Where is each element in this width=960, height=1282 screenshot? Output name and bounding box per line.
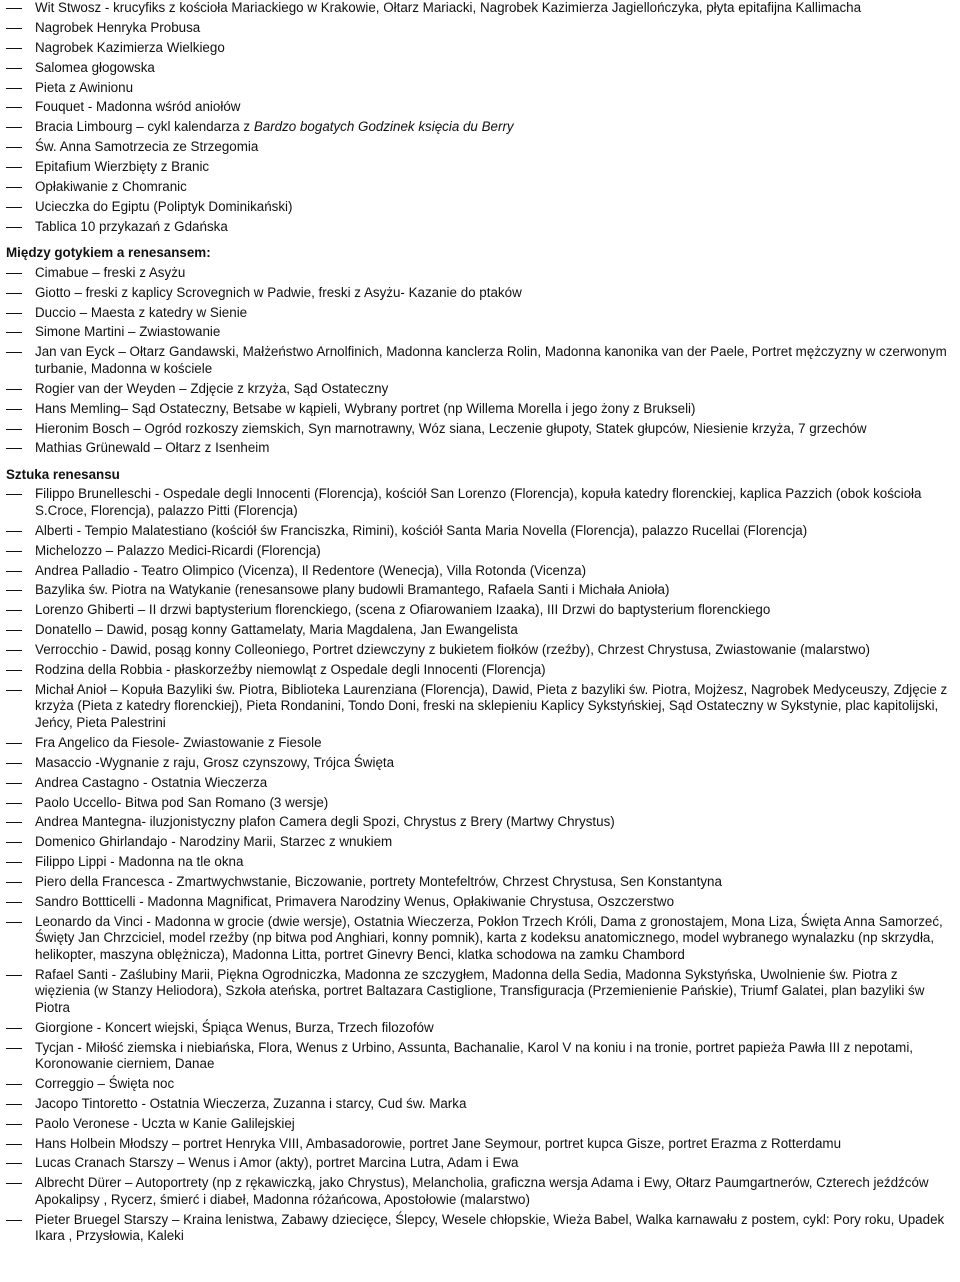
list-item-text: Sandro Bottticelli - Madonna Magnificat, Primavera Narodziny Wenus, Opłakiwanie Chrystusa, Oszczerstwo <box>35 893 675 909</box>
dash-bullet-icon <box>6 88 22 89</box>
list-item-text: Hieronim Bosch – Ogród rozkoszy ziemskich, Syn marnotrawny, Wóz siana, Leczenie głupoty, Statek głupców, Niesienie krzyża, 7 grzechów <box>35 420 867 436</box>
dash-bullet-icon <box>6 187 22 188</box>
list-item <box>6 814 960 831</box>
list-item-text: Hans Holbein Młodszy – portret Henryka VIII, Ambasadorowie, portret Jane Seymour, portret kupca Gisze, portret Erazma z Rotterdamu <box>35 1135 842 1151</box>
list-item-text: Wit Stwosz - krucyfiks z kościoła Mariackiego w Krakowie, Ołtarz Mariacki, Nagrobek Kazimierza Jagiellończyka, płyta epitafijna Kallimacha <box>35 0 862 15</box>
dash-bullet-icon <box>6 1220 22 1221</box>
list-item-text: Epitafium Wierzbięty z Branic <box>35 159 210 175</box>
list-item <box>6 1136 960 1153</box>
list-item-text: Giotto – freski z kaplicy Scrovegnich w Padwie, freski z Asyżu- Kazanie do ptaków <box>35 284 522 300</box>
list-item-text: Jan van Eyck – Ołtarz Gandawski, Małżeństwo Arnolfinich, Madonna kanclerza Rolin, Madonna kanonika van der Paele, Portret mężczyzny w czerwonym turbanie, Madonna w kościele <box>35 344 947 376</box>
dash-bullet-icon <box>6 882 22 883</box>
dash-bullet-icon <box>6 48 22 49</box>
section-between-gothic-renaissance <box>6 245 960 457</box>
list-item-text: Opłakiwanie z Chomranic <box>35 179 187 195</box>
list-item <box>6 874 960 891</box>
list-item <box>6 543 960 560</box>
list-item <box>6 305 960 322</box>
list-item <box>6 602 960 619</box>
dash-bullet-icon <box>6 862 22 863</box>
list-item <box>6 755 960 772</box>
dash-bullet-icon <box>6 803 22 804</box>
italic-title: Bardzo bogatych Godzinek księcia du Berry <box>253 119 514 135</box>
section-heading: Między gotykiem a renesansem: <box>6 245 211 261</box>
list-item <box>6 1040 960 1073</box>
dash-bullet-icon <box>6 1048 22 1049</box>
list-item <box>6 421 960 438</box>
dash-bullet-icon <box>6 783 22 784</box>
list-item <box>6 159 960 176</box>
list-item <box>6 1020 960 1037</box>
dash-bullet-icon <box>6 313 22 314</box>
list-item <box>6 914 960 964</box>
list-item-text: Salomea głogowska <box>35 59 155 75</box>
list-item-text: Rogier van der Weyden – Zdjęcie z krzyża, Sąd Ostateczny <box>35 380 389 396</box>
dash-bullet-icon <box>6 975 22 976</box>
list-item-text: Andrea Castagno - Ostatnia Wieczerza <box>35 774 268 790</box>
list-item <box>6 119 960 136</box>
list-item <box>6 401 960 418</box>
list-item <box>6 795 960 812</box>
gothic-list <box>6 0 960 235</box>
list-item-text: Paolo Veronese - Uczta w Kanie Galilejskiej <box>35 1115 295 1131</box>
list-item-text: Fouquet - Madonna wśród aniołów <box>35 99 241 115</box>
list-item-text: Alberti - Tempio Malatestiano (kościół św Franciszka, Rimini), kościół Santa Maria Novella (Florencja), palazzo Rucellai (Florencja) <box>35 522 808 538</box>
list-item <box>6 662 960 679</box>
list-item-text: Filippo Brunelleschi - Ospedale degli Innocenti (Florencja), kościół San Lorenzo (Florencja), kopuła katedry florenckiej, kaplica Pazzich (obok kościoła S.Croce, Florencja), palazzo Pitti (Florencja) <box>35 486 922 518</box>
dash-bullet-icon <box>6 902 22 903</box>
list-item <box>6 324 960 341</box>
dash-bullet-icon <box>6 1028 22 1029</box>
list-item <box>6 642 960 659</box>
list-item <box>6 622 960 639</box>
list-item-text: Ucieczka do Egiptu (Poliptyk Dominikański) <box>35 198 293 214</box>
list-item <box>6 265 960 282</box>
list-item-text: Albrecht Dürer – Autoportrety (np z rękawiczką, jako Chrystus), Melancholia, graficzna wersja Adama i Ewy, Ołtarz Paumgartnerów, Czterech jeźdźców Apokalipsy , Rycerz, śmierć i diabeł, Madonna różańcowa, Apostołowie (malarstwo) <box>35 1175 929 1207</box>
list-item-text: Tycjan - Miłość ziemska i niebiańska, Flora, Wenus z Urbino, Assunta, Bachanalie, Karol V na koniu i na tronie, portret papieża Pawła III z nepotami, Koronowanie cierniem, Danae <box>35 1039 914 1072</box>
dash-bullet-icon <box>6 8 22 9</box>
dash-bullet-icon <box>6 610 22 611</box>
list-item-text: Nagrobek Henryka Probusa <box>35 19 201 35</box>
list-item-text: Giorgione - Koncert wiejski, Śpiąca Wenus, Burza, Trzech filozofów <box>35 1019 434 1035</box>
list-item-text: Pieta z Awinionu <box>35 79 134 95</box>
dash-bullet-icon <box>6 743 22 744</box>
dash-bullet-icon <box>6 1104 22 1105</box>
list-item-text: Fra Angelico da Fiesole- Zwiastowanie z Fiesole <box>35 734 322 750</box>
between-list <box>6 265 960 457</box>
list-item <box>6 440 960 457</box>
list-item <box>6 894 960 911</box>
list-item <box>6 199 960 216</box>
list-item-text: Nagrobek Kazimierza Wielkiego <box>35 39 225 55</box>
list-item-text: Lorenzo Ghiberti – II drzwi baptysterium florenckiego, (scena z Ofiarowaniem Izaaka), III Drzwi do baptysterium florenckiego <box>35 602 771 618</box>
dash-bullet-icon <box>6 842 22 843</box>
dash-bullet-icon <box>6 1163 22 1164</box>
dash-bullet-icon <box>6 293 22 294</box>
list-item-text: Simone Martini – Zwiastowanie <box>35 324 221 340</box>
list-item-text: Rafael Santi - Zaślubiny Marii, Piękna Ogrodniczka, Madonna ze szczygłem, Madonna della Sedia, Madonna Sykstyńska, Uwolnienie św. Piotra z więzienia (w Stanzy Heliodora), Szkoła ateńska, portret Baltazara Castiglione, Transfiguracja (Przemienienie Pańskie), Triumf Galatei, plan bazyliki św Piotra <box>35 966 925 1015</box>
dash-bullet-icon <box>6 922 22 923</box>
dash-bullet-icon <box>6 822 22 823</box>
list-item <box>6 854 960 871</box>
dash-bullet-icon <box>6 763 22 764</box>
list-item <box>6 775 960 792</box>
list-item <box>6 179 960 196</box>
list-item <box>6 40 960 57</box>
list-item-text: Cimabue – freski z Asyżu <box>35 264 186 280</box>
dash-bullet-icon <box>6 650 22 651</box>
list-item <box>6 219 960 236</box>
dash-bullet-icon <box>6 494 22 495</box>
list-item <box>6 139 960 156</box>
list-item <box>6 285 960 302</box>
list-item-text: Michelozzo – Palazzo Medici-Ricardi (Florencja) <box>35 542 321 558</box>
list-item-text: Domenico Ghirlandajo - Narodziny Marii, Starzec z wnukiem <box>35 834 393 850</box>
section-heading: Sztuka renesansu <box>6 466 120 482</box>
list-item <box>6 20 960 37</box>
list-item <box>6 381 960 398</box>
list-item <box>6 80 960 97</box>
dash-bullet-icon <box>6 167 22 168</box>
section-renaissance <box>6 467 960 1245</box>
list-item-text: Paolo Uccello- Bitwa pod San Romano (3 wersje) <box>35 794 329 810</box>
list-item <box>6 1155 960 1172</box>
list-item-text: Lucas Cranach Starszy – Wenus i Amor (akty), portret Marcina Lutra, Adam i Ewa <box>35 1155 519 1171</box>
list-item-text: Bazylika św. Piotra na Watykanie (renesansowe plany budowli Bramantego, Rafaela Santi i Michała Anioła) <box>35 582 670 598</box>
dash-bullet-icon <box>6 1183 22 1184</box>
list-item-text: Rodzina della Robbia - płaskorzeźby niemowląt z Ospedale degli Innocenti (Florencja) <box>35 662 546 678</box>
list-item <box>6 60 960 77</box>
dash-bullet-icon <box>6 630 22 631</box>
dash-bullet-icon <box>6 352 22 353</box>
renaissance-list <box>6 486 960 1244</box>
list-item <box>6 1116 960 1133</box>
list-item <box>6 486 960 519</box>
list-item-text: Andrea Palladio - Teatro Olimpico (Vicenza), Il Redentore (Wenecja), Villa Rotonda (Vicenza) <box>35 562 587 578</box>
list-item <box>6 1076 960 1093</box>
list-item-text: Filippo Lippi - Madonna na tle okna <box>35 854 244 870</box>
list-item-text: Verrocchio - Dawid, posąg konny Colleoniego, Portret dziewczyny z bukietem fiołków (rzeźby), Chrzest Chrystusa, Zwiastowanie (malarstwo) <box>35 642 870 658</box>
dash-bullet-icon <box>6 332 22 333</box>
dash-bullet-icon <box>6 1124 22 1125</box>
list-item <box>6 1096 960 1113</box>
dash-bullet-icon <box>6 1084 22 1085</box>
list-item <box>6 682 960 732</box>
dash-bullet-icon <box>6 531 22 532</box>
list-item-text: Hans Memling– Sąd Ostateczny, Betsabe w kąpieli, Wybrany portret (np Willema Morella i jego żony z Brukseli) <box>35 400 696 416</box>
dash-bullet-icon <box>6 409 22 410</box>
list-item <box>6 563 960 580</box>
list-item <box>6 0 960 17</box>
list-item-text: Leonardo da Vinci - Madonna w grocie (dwie wersje), Ostatnia Wieczerza, Pokłon Trzech Króli, Dama z gronostajem, Mona Liza, Święta Anna Samorzeć, Święty Jan Chrzciciel, model rzeźby (np bitwa pod Anghiari, konny pomnik), karta z kodeksu anatomicznego, model wybranego wynalazku (np skrzydła, helikopter, maszyna oblężnicza), Madonna Litta, portret Ginevry Benci, klatka schodowa na zamku Chambord <box>35 913 943 962</box>
dash-bullet-icon <box>6 227 22 228</box>
list-item-text: Bracia Limbourg – cykl kalendarza z <box>35 119 254 135</box>
list-item <box>6 582 960 599</box>
list-item <box>6 834 960 851</box>
list-item-text: Mathias Grünewald – Ołtarz z Isenheim <box>35 440 270 456</box>
dash-bullet-icon <box>6 68 22 69</box>
dash-bullet-icon <box>6 670 22 671</box>
list-item <box>6 344 960 377</box>
list-item-text: Andrea Mantegna- iluzjonistyczny plafon Camera degli Spozi, Chrystus z Brery (Martwy Chrystus) <box>35 814 615 830</box>
dash-bullet-icon <box>6 429 22 430</box>
list-item-text: Piero della Francesca - Zmartwychwstanie, Biczowanie, portrety Montefeltrów, Chrzest Chrystusa, Sen Konstantyna <box>35 874 722 890</box>
dash-bullet-icon <box>6 1144 22 1145</box>
list-item <box>6 523 960 540</box>
list-item <box>6 99 960 116</box>
dash-bullet-icon <box>6 448 22 449</box>
dash-bullet-icon <box>6 571 22 572</box>
dash-bullet-icon <box>6 389 22 390</box>
list-item <box>6 1212 960 1245</box>
dash-bullet-icon <box>6 207 22 208</box>
dash-bullet-icon <box>6 690 22 691</box>
list-item <box>6 735 960 752</box>
dash-bullet-icon <box>6 273 22 274</box>
dash-bullet-icon <box>6 551 22 552</box>
list-item <box>6 1175 960 1208</box>
list-item-text: Correggio – Święta noc <box>35 1075 175 1091</box>
dash-bullet-icon <box>6 590 22 591</box>
list-item-text: Jacopo Tintoretto - Ostatnia Wieczerza, Zuzanna i starcy, Cud św. Marka <box>35 1095 467 1111</box>
dash-bullet-icon <box>6 28 22 29</box>
list-item-text: Św. Anna Samotrzecia ze Strzegomia <box>35 139 259 155</box>
dash-bullet-icon <box>6 107 22 108</box>
list-item-text: Donatello – Dawid, posąg konny Gattamelaty, Maria Magdalena, Jan Ewangelista <box>35 622 518 638</box>
list-item-text: Tablica 10 przykazań z Gdańska <box>35 218 228 234</box>
section-gothic <box>6 0 960 235</box>
list-item-text: Pieter Bruegel Starszy – Kraina lenistwa, Zabawy dziecięce, Ślepcy, Wesele chłopskie, Wieża Babel, Walka karnawału z postem, cykl: Pory roku, Upadek Ikara , Przysłowia, Kaleki <box>35 1211 945 1244</box>
dash-bullet-icon <box>6 127 22 128</box>
dash-bullet-icon <box>6 147 22 148</box>
list-item <box>6 967 960 1017</box>
list-item-text: Michał Anioł – Kopuła Bazyliki św. Piotra, Biblioteka Laurenziana (Florencja), Dawid, Pieta z bazyliki św. Piotra, Mojżesz, Nagrobek Medyceuszy, Zdjęcie z krzyża (Pieta z katedry florenckiej), Pieta Rondanini, Tondo Doni, freski na sklepieniu Kaplicy Sykstyńskiej, Sąd Ostateczny w Sykstynie, plac kapitolijski, Jeńcy, Pieta Palestrini <box>35 681 948 730</box>
list-item-text: Masaccio -Wygnanie z raju, Grosz czynszowy, Trójca Święta <box>35 754 395 770</box>
list-item-text: Duccio – Maesta z katedry w Sienie <box>35 304 248 320</box>
